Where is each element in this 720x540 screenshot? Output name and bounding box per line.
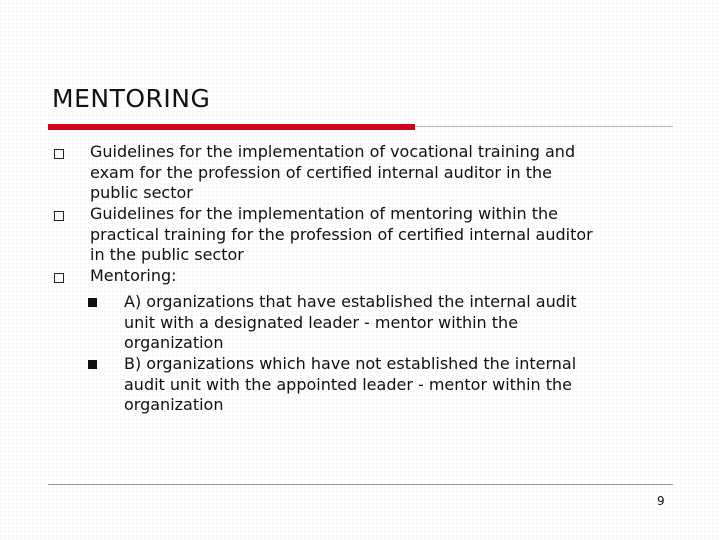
- solid-square-bullet-icon: [88, 360, 97, 369]
- text-line: unit with a designated leader - mentor within the: [124, 312, 519, 332]
- text-line: in the public sector: [90, 245, 244, 264]
- page-number: 9: [657, 494, 665, 508]
- text-line: organization: [124, 333, 224, 352]
- hollow-square-bullet-icon: [54, 273, 64, 283]
- text-line: exam for the profession of certified internal auditor in the: [90, 162, 553, 182]
- footer-rule: [48, 484, 673, 485]
- list-item-text: [90, 204, 690, 266]
- list-item-text: [90, 142, 690, 204]
- sub-list-item-text: [124, 354, 694, 416]
- text-line: audit unit with the appointed leader - mentor within the: [124, 374, 573, 394]
- text-line: Guidelines for the implementation of vocational training and: [90, 142, 576, 161]
- text-line: practical training for the profession of certified internal auditor: [90, 224, 593, 244]
- text-line: B) organizations which have not established the internal: [124, 354, 577, 373]
- solid-square-bullet-icon: [88, 298, 97, 307]
- text-line: organization: [124, 395, 224, 414]
- text-line: Guidelines for the implementation of mentoring within the: [90, 204, 558, 223]
- text-line: A) organizations that have established the internal audit: [124, 292, 577, 311]
- hollow-square-bullet-icon: [54, 149, 64, 159]
- title-underline-rule: [415, 126, 673, 127]
- slide-title: MENTORING: [52, 84, 211, 113]
- text-line: public sector: [90, 183, 193, 202]
- sub-list-item-text: [124, 292, 694, 354]
- text-line: Mentoring:: [90, 266, 177, 285]
- list-item-text: [90, 266, 690, 287]
- title-underline-accent: [48, 124, 415, 130]
- hollow-square-bullet-icon: [54, 211, 64, 221]
